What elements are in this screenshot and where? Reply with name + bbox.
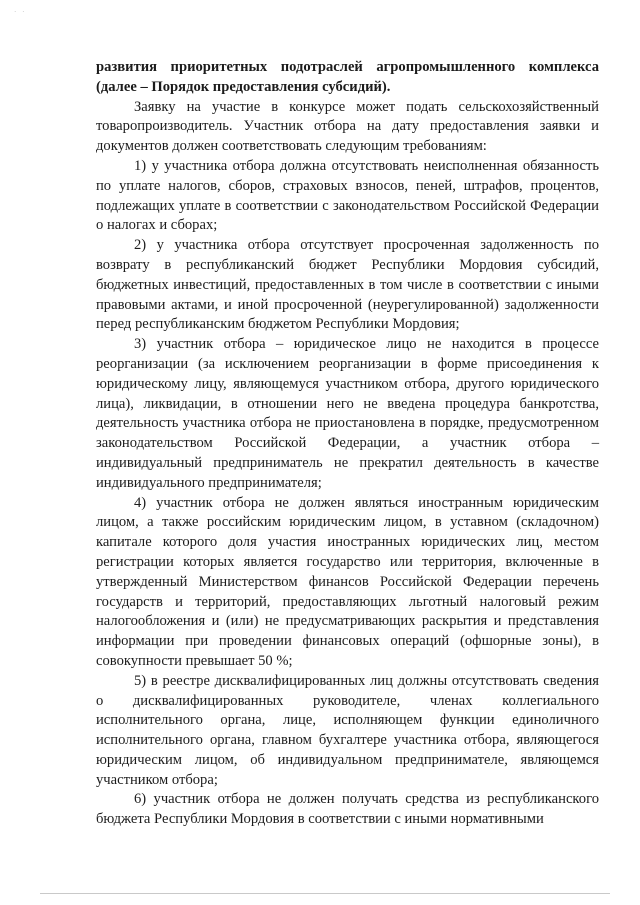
paragraph-intro: Заявку на участие в конкурсе может подать сельскохозяйственный товаропроизводитель. Участник отбора на дату предоставления заявки и документов должен соответствовать следующим требованиям:	[96, 98, 599, 155]
section-heading: развития приоритетных подотраслей агропромышленного комплекса (далее – Порядок предоставления субсидий).	[96, 59, 599, 95]
document-body	[96, 58, 599, 830]
paragraph-requirement-3: 3) участник отбора – юридическое лицо не находится в процессе реорганизации (за исключением реорганизации в форме присоединения к юридическому лицу, являющемуся участником отбора, другого юридического лица), ликвидации, в отношении него не введена процедура банкротства, деятельность участника отбора не приостановлена в порядке, предусмотренном законодательством Российской Федерации, а участник отбора – индивидуальный предприниматель не прекратил деятельность в качестве индивидуального предпринимателя;	[96, 336, 599, 491]
scan-corner-mark: · ·	[14, 8, 27, 16]
paragraph-requirement-5: 5) в реестре дисквалифицированных лиц должны отсутствовать сведения о дисквалифицированных руководителе, членах коллегиального исполнительного органа, лице, исполняющем функции единоличного исполнительного органа, главном бухгалтере участника отбора, являющегося юридическим лицом, об индивидуальном предпринимателе, являющемся участником отбора;	[96, 672, 599, 788]
paragraph-requirement-2: 2) у участника отбора отсутствует просроченная задолженность по возврату в республиканский бюджет Республики Мордовия субсидий, бюджетных инвестиций, предоставленных в том числе в соответствии с иными правовыми актами, и иной просроченной (неурегулированной) задолженности перед республиканским бюджетом Республики Мордовия;	[96, 237, 599, 333]
page-bottom-rule	[40, 893, 610, 894]
paragraph-requirement-1: 1) у участника отбора должна отсутствовать неисполненная обязанность по уплате налогов, сборов, страховых взносов, пеней, штрафов, процентов, подлежащих уплате в соответствии с законодательством Российской Федерации о налогах и сборах;	[96, 157, 599, 234]
paragraph-requirement-6: 6) участник отбора не должен получать средства из республиканского бюджета Республики Мордовия в соответствии с иными нормативными	[96, 791, 599, 828]
paragraph-requirement-4: 4) участник отбора не должен являться иностранным юридическим лицом, а также российским юридическим лицом, в уставном (складочном) капитале которого доля участия иностранных юридических лиц, местом регистрации которых является государство или территория, включенные в утвержденный Министерством финансов Российской Федерации перечень государств и территорий, предоставляющих льготный налоговый режим налогообложения и (или) не предусматривающих раскрытия и представления информации при проведении финансовых операций (офшорные зоны), в совокупности превышает 50 %;	[96, 494, 599, 669]
